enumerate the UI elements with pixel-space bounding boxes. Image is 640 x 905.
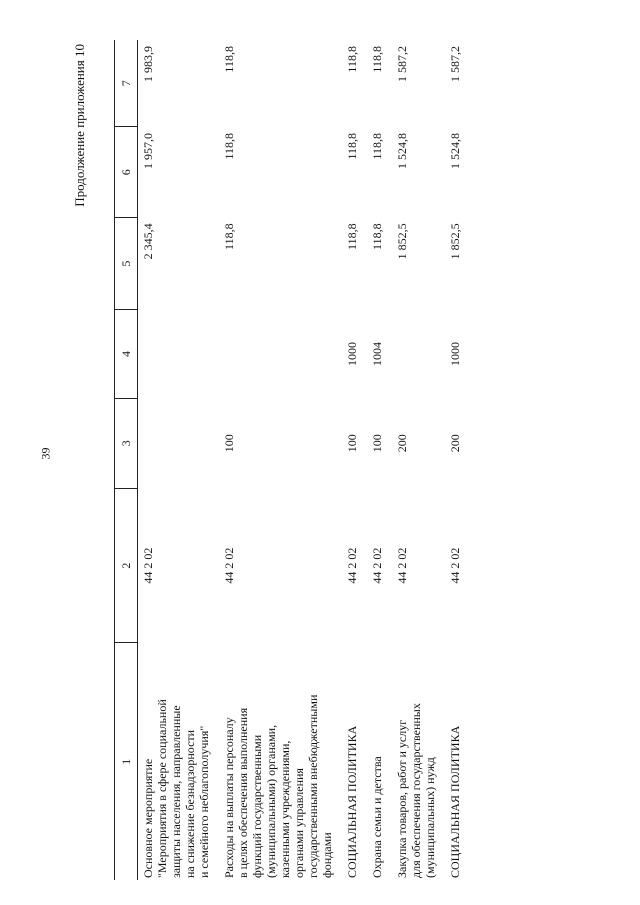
cell-amount-3: 118,8 [222, 46, 236, 73]
table-row [219, 40, 342, 880]
table-header-row [115, 40, 138, 880]
table-row [445, 40, 470, 880]
table-row [367, 40, 392, 880]
row-name-line: защиты населения, направленные [169, 705, 183, 878]
row-name-line: для обеспечения государственных [409, 703, 423, 878]
row-name-line: органами управления [292, 768, 306, 878]
cell-amount-2: 118,8 [370, 132, 384, 160]
cell-target-code: 44 2 02 [370, 547, 384, 584]
row-name [342, 643, 367, 880]
table-row [392, 40, 445, 880]
cell-expense-type [138, 398, 220, 488]
row-name-line: Закупка товаров, работ и услуг [395, 719, 409, 878]
table-body [138, 40, 471, 880]
cell-amount-1: 118,8 [345, 223, 359, 250]
row-name [138, 643, 220, 880]
cell-amount-1: 118,8 [370, 223, 384, 250]
table-row [342, 40, 367, 880]
row-name [392, 643, 445, 880]
header-col-7: 7 [115, 40, 138, 127]
row-name-line: и семейного неблагополучия" [197, 725, 211, 878]
cell-amount-2: 1 957,0 [141, 132, 155, 169]
cell-section-code: 1000 [345, 341, 359, 366]
row-name-line: Расходы на выплаты персоналу [222, 717, 236, 878]
cell-section-code: 1000 [448, 341, 462, 366]
cell-section-code: 1004 [370, 341, 384, 366]
row-name [367, 643, 392, 880]
row-name-line: фондами [320, 832, 334, 878]
cell-expense-type: 100 [345, 434, 359, 453]
header-col-6: 6 [115, 127, 138, 217]
rotated-page-content [72, 40, 617, 880]
cell-section-code [219, 310, 342, 398]
header-col-5: 5 [115, 217, 138, 309]
header-col-4: 4 [115, 310, 138, 398]
row-name-line: государственными внебюджетными [306, 694, 320, 878]
cell-amount-2: 1 524,8 [448, 132, 462, 169]
cell-expense-type: 100 [370, 434, 384, 453]
cell-amount-3: 118,8 [345, 46, 359, 73]
cell-amount-3: 1 983,9 [141, 46, 155, 82]
cell-expense-type: 200 [448, 434, 462, 453]
cell-target-code: 44 2 02 [345, 547, 359, 584]
cell-amount-2: 118,8 [345, 132, 359, 160]
cell-amount-3: 1 587,2 [448, 46, 462, 82]
header-col-1: 1 [115, 643, 138, 880]
row-name-line: (муниципальных) нужд [423, 757, 437, 878]
row-name-line: казенными учреждениями, [278, 740, 292, 878]
cell-amount-1: 2 345,4 [141, 223, 155, 260]
cell-amount-1: 118,8 [222, 223, 236, 250]
row-name [445, 643, 470, 880]
budget-table [114, 40, 470, 880]
cell-expense-type: 100 [222, 434, 236, 453]
appendix-caption: Продолжение приложения 10 [72, 44, 87, 207]
cell-amount-1: 1 852,5 [448, 223, 462, 260]
cell-amount-3: 1 587,2 [395, 46, 409, 82]
row-name-line: на снижение безнадзорности [183, 729, 197, 878]
row-name-line: функций государственными [250, 734, 264, 878]
cell-target-code: 44 2 02 [448, 547, 462, 584]
row-name-line: "Мероприятия в сфере социальной [155, 699, 169, 878]
cell-amount-2: 1 524,8 [395, 132, 409, 169]
row-name [219, 643, 342, 880]
cell-target-code: 44 2 02 [141, 547, 155, 584]
row-name-line: Охрана семьи и детства [370, 756, 384, 878]
header-col-2: 2 [115, 488, 138, 643]
cell-expense-type: 200 [395, 434, 409, 453]
table-row [138, 40, 220, 880]
cell-target-code: 44 2 02 [395, 547, 409, 584]
cell-section-code [392, 310, 445, 398]
row-name-line: (муниципальными) органами, [264, 724, 278, 878]
cell-amount-2: 118,8 [222, 132, 236, 160]
row-name-line: СОЦИАЛЬНАЯ ПОЛИТИКА [345, 725, 359, 878]
cell-amount-3: 118,8 [370, 46, 384, 73]
row-name-line: Основное мероприятие [141, 758, 155, 878]
row-name-line: СОЦИАЛЬНАЯ ПОЛИТИКА [448, 725, 462, 878]
cell-target-code: 44 2 02 [222, 547, 236, 584]
row-name-line: в целях обеспечения выполнения [236, 707, 250, 878]
cell-amount-1: 1 852,5 [395, 223, 409, 260]
header-col-3: 3 [115, 398, 138, 488]
page-number: 39 [38, 447, 53, 460]
cell-section-code [138, 310, 220, 398]
